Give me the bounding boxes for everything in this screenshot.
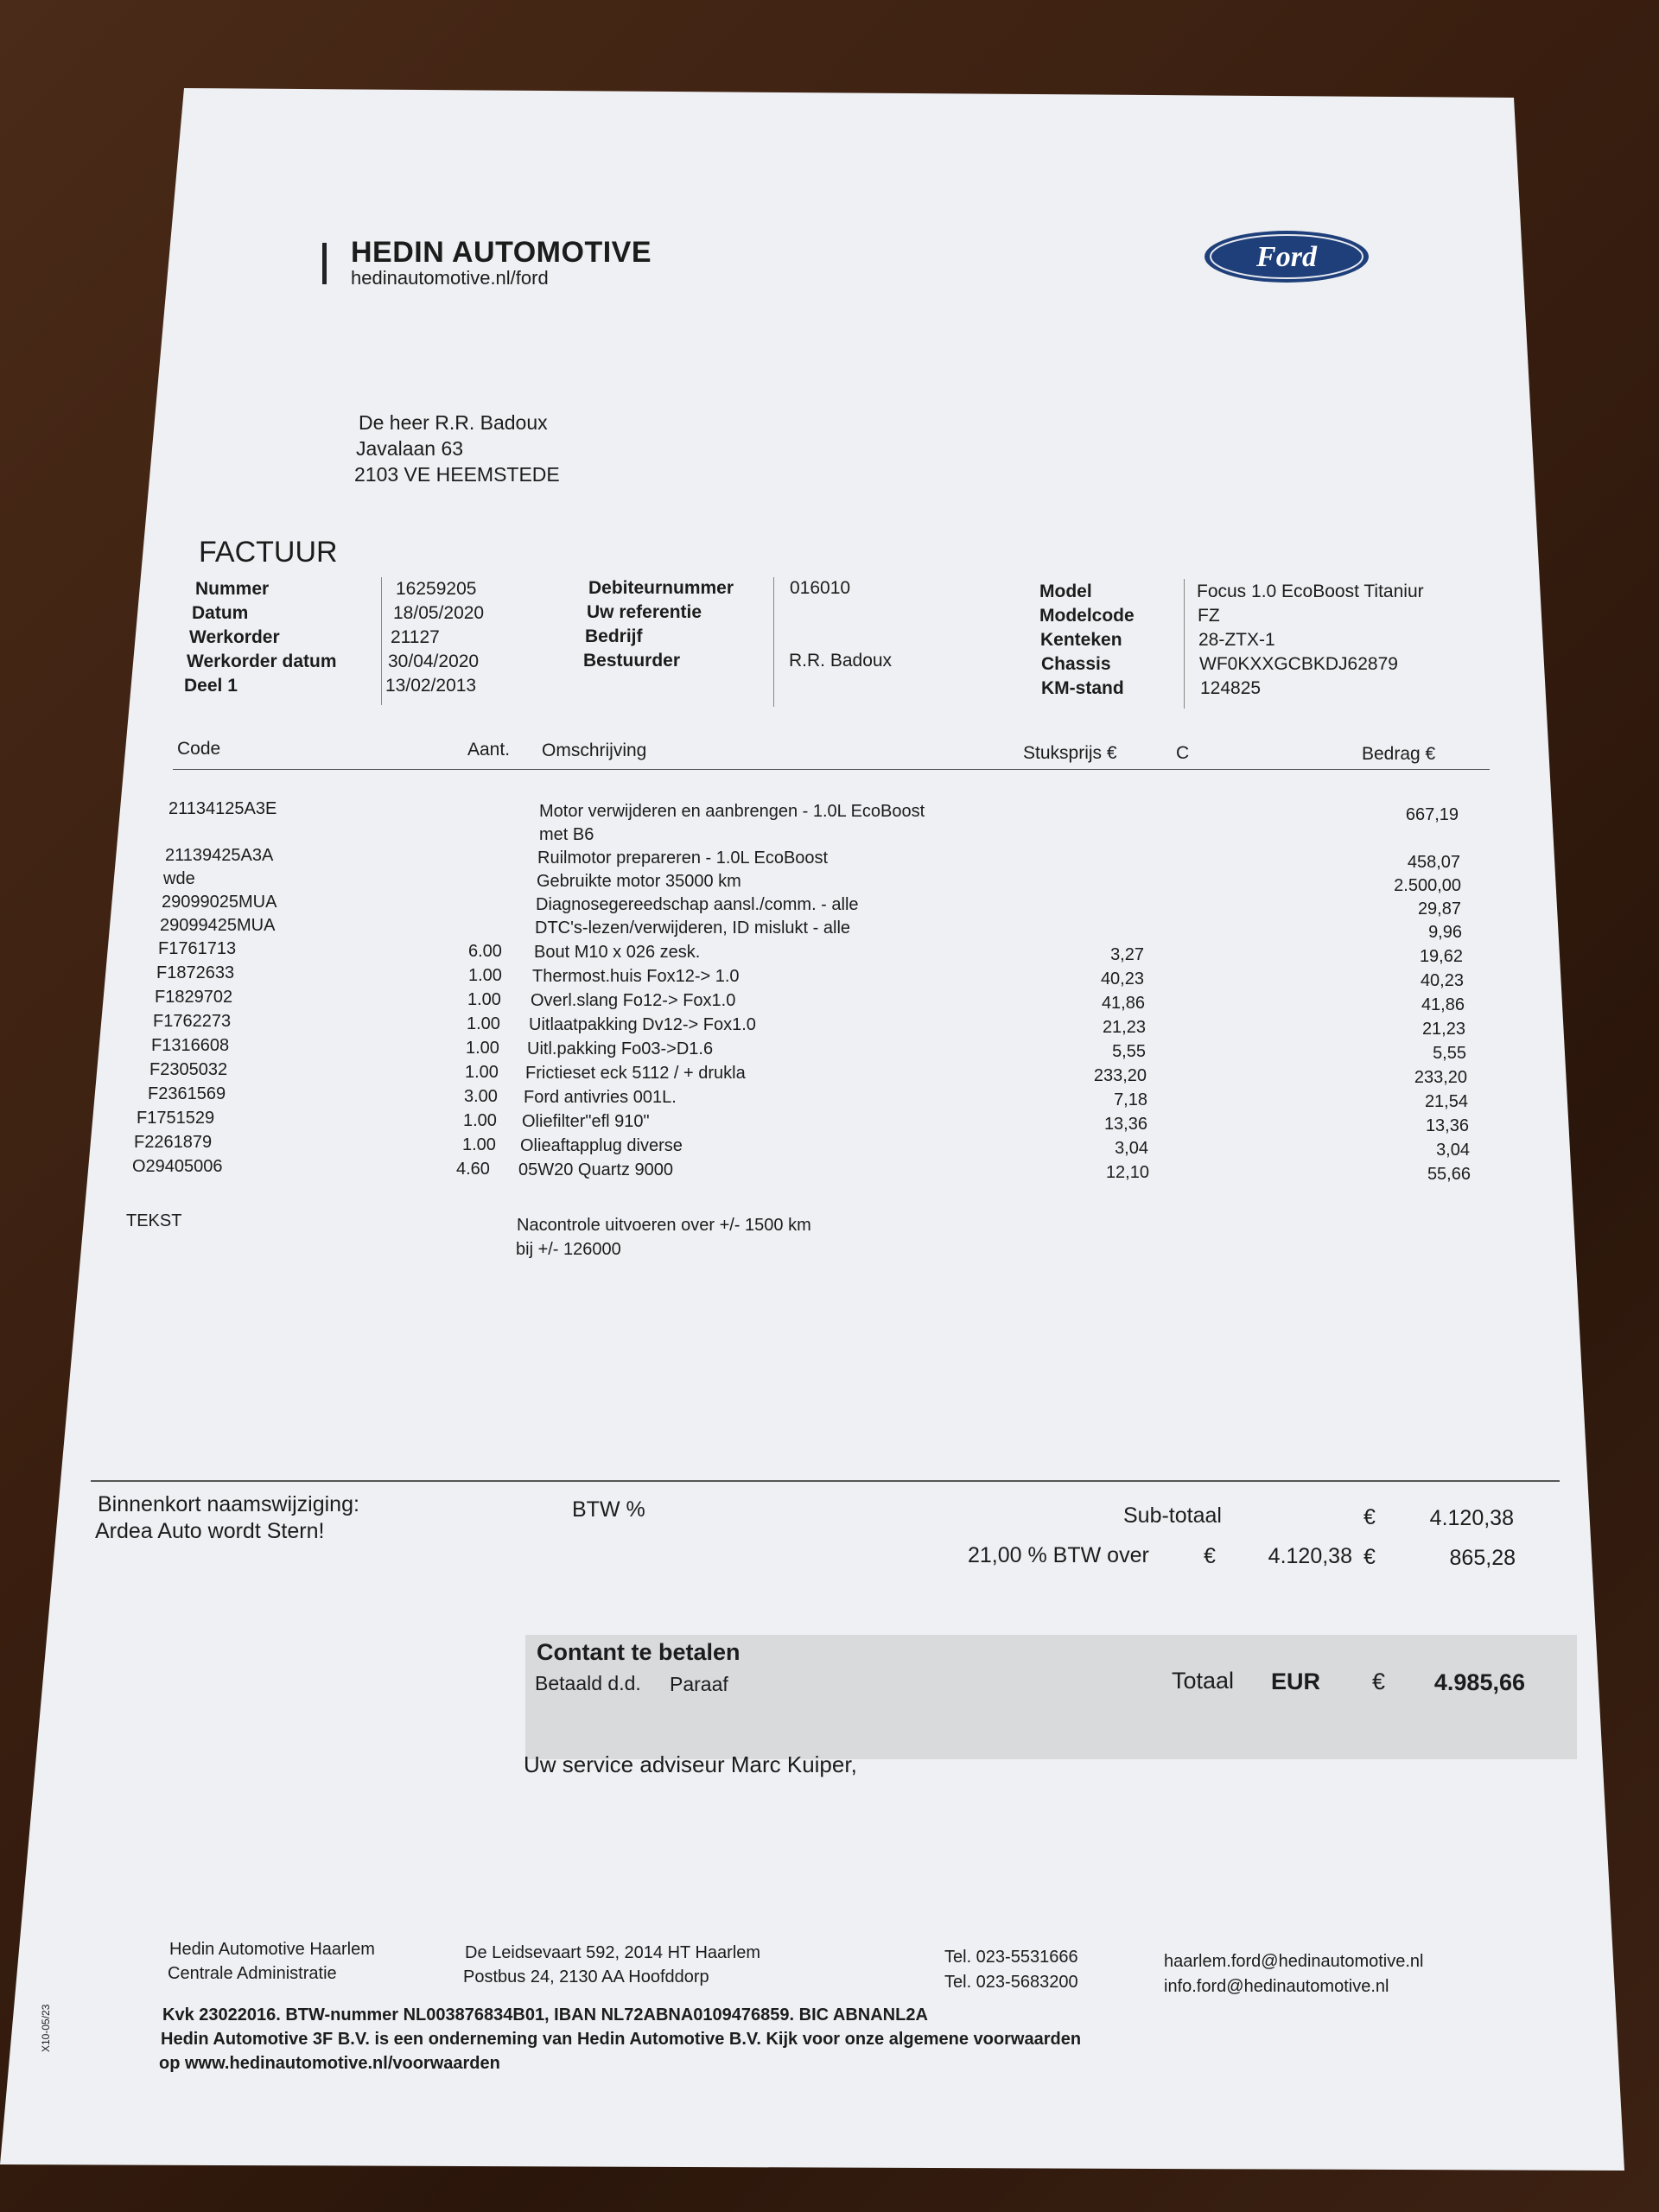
vat-currency: € xyxy=(1363,1545,1376,1569)
subtotal-value: 4.120,38 xyxy=(1429,1506,1514,1530)
row-desc: Oliefilter"efl 910" xyxy=(522,1112,650,1131)
meta-divider xyxy=(1184,579,1185,709)
text-line: bij +/- 126000 xyxy=(516,1240,621,1259)
payment-title: Contant te betalen xyxy=(537,1639,741,1665)
meta-label: Uw referentie xyxy=(587,602,702,622)
service-advisor: Uw service adviseur Marc Kuiper, xyxy=(524,1751,857,1777)
row-qty: 6.00 xyxy=(468,942,502,961)
row-qty: 1.00 xyxy=(465,1063,499,1082)
row-amount: 21,23 xyxy=(1421,1020,1465,1039)
meta-label: Werkorder xyxy=(189,627,280,647)
vat-currency: € xyxy=(1204,1544,1216,1568)
text-line: Nacontrole uitvoeren over +/- 1500 km xyxy=(517,1216,811,1235)
meta-divider xyxy=(381,577,382,705)
meta-value: FZ xyxy=(1198,606,1220,626)
footer-phone: Tel. 023-5683200 xyxy=(944,1973,1078,1992)
footer-email: info.ford@hedinautomotive.nl xyxy=(1164,1977,1389,1996)
row-desc: Bout M10 x 026 zesk. xyxy=(534,943,701,962)
row-unit: 3,27 xyxy=(1110,945,1144,964)
footer-address: De Leidsevaart 592, 2014 HT Haarlem xyxy=(465,1943,761,1962)
meta-label: Nummer xyxy=(195,579,270,599)
row-amount: 40,23 xyxy=(1420,971,1464,990)
row-amount: 29,87 xyxy=(1417,899,1461,918)
row-code: 21139425A3A xyxy=(165,846,274,865)
row-desc: Thermost.huis Fox12-> 1.0 xyxy=(532,967,740,986)
row-unit: 12,10 xyxy=(1105,1163,1149,1182)
row-qty: 1.00 xyxy=(467,990,501,1009)
meta-value: 124825 xyxy=(1200,678,1262,698)
row-amount: 458,07 xyxy=(1407,853,1460,872)
notice-line: Ardea Auto wordt Stern! xyxy=(95,1519,325,1543)
row-desc: 05W20 Quartz 9000 xyxy=(518,1160,673,1179)
meta-label: Werkorder datum xyxy=(187,652,337,671)
row-unit: 40,23 xyxy=(1100,969,1144,988)
row-qty: 4.60 xyxy=(456,1160,490,1179)
row-unit: 3,04 xyxy=(1115,1139,1148,1158)
total-label: Totaal xyxy=(1172,1668,1235,1694)
paraaf-label: Paraaf xyxy=(670,1673,728,1695)
recipient-name: De heer R.R. Badoux xyxy=(359,411,548,434)
totals-divider xyxy=(91,1480,1560,1482)
meta-value: 016010 xyxy=(790,578,851,598)
meta-value: 30/04/2020 xyxy=(388,652,480,671)
table-header-line xyxy=(173,769,1490,770)
row-desc: Motor verwijderen en aanbrengen - 1.0L EcoBoost xyxy=(539,802,925,821)
meta-value: 21127 xyxy=(391,627,440,647)
row-code: F1761713 xyxy=(158,939,237,958)
row-qty: 1.00 xyxy=(462,1135,496,1154)
col-header-c: C xyxy=(1176,743,1190,763)
footer-address: Postbus 24, 2130 AA Hoofddorp xyxy=(463,1967,709,1986)
row-desc: Frictieset eck 5112 / + drukla xyxy=(525,1064,746,1083)
row-qty: 1.00 xyxy=(467,1014,500,1033)
col-header-desc: Omschrijving xyxy=(542,741,647,760)
subtotal-currency: € xyxy=(1363,1505,1376,1529)
row-code: 29099025MUA xyxy=(162,893,277,912)
row-desc: Ruilmotor prepareren - 1.0L EcoBoost xyxy=(537,849,829,868)
brand-bar xyxy=(322,243,327,284)
meta-label: Bestuurder xyxy=(583,651,681,671)
row-amount: 233,20 xyxy=(1414,1068,1467,1087)
vat-value: 865,28 xyxy=(1449,1546,1516,1570)
row-code: 21134125A3E xyxy=(168,799,277,818)
row-desc: Gebruikte motor 35000 km xyxy=(537,872,741,891)
meta-value: R.R. Badoux xyxy=(789,651,893,671)
row-amount: 2.500,00 xyxy=(1394,876,1461,895)
row-unit: 5,55 xyxy=(1112,1042,1146,1061)
notice-line: Binnenkort naamswijziging: xyxy=(98,1492,359,1516)
row-qty: 1.00 xyxy=(466,1039,499,1058)
meta-label: Model xyxy=(1039,582,1092,601)
form-code: X10-05/23 xyxy=(40,2004,52,2052)
company-url: hedinautomotive.nl/ford xyxy=(351,267,549,289)
row-amount: 21,54 xyxy=(1424,1092,1468,1111)
ford-logo-text: Ford xyxy=(1256,241,1317,273)
row-code: F1872633 xyxy=(156,963,235,982)
col-header-amount: Bedrag € xyxy=(1362,744,1436,764)
footer-company: Hedin Automotive Haarlem xyxy=(169,1940,375,1959)
row-desc: Olieaftapplug diverse xyxy=(520,1136,683,1155)
row-unit: 41,86 xyxy=(1101,994,1145,1013)
subtotal-label: Sub-totaal xyxy=(1123,1503,1222,1528)
row-desc: Overl.slang Fo12-> Fox1.0 xyxy=(531,991,736,1010)
company-name: HEDIN AUTOMOTIVE xyxy=(351,236,652,269)
row-code: F1316608 xyxy=(151,1036,230,1055)
meta-label: Chassis xyxy=(1041,654,1111,674)
ford-logo xyxy=(1203,229,1370,284)
total-currency: EUR xyxy=(1271,1669,1321,1694)
meta-value: Focus 1.0 EcoBoost Titaniur xyxy=(1197,582,1424,601)
row-amount: 5,55 xyxy=(1433,1044,1466,1063)
meta-value: 18/05/2020 xyxy=(393,603,485,623)
row-unit: 233,20 xyxy=(1093,1066,1147,1085)
row-code: F2261879 xyxy=(134,1133,213,1152)
footer-legal: Hedin Automotive 3F B.V. is een onderneming van Hedin Automotive B.V. Kijk voor onze algemene voorwaarden xyxy=(161,2030,1082,2049)
btw-header: BTW % xyxy=(572,1497,645,1522)
row-desc: Ford antivries 001L. xyxy=(524,1088,677,1107)
col-header-qty: Aant. xyxy=(467,740,511,760)
row-code: F2361569 xyxy=(148,1084,226,1103)
row-qty: 1.00 xyxy=(468,966,502,985)
meta-label: KM-stand xyxy=(1041,678,1124,698)
row-amount: 13,36 xyxy=(1425,1116,1469,1135)
meta-value: 16259205 xyxy=(396,579,477,599)
row-desc: DTC's-lezen/verwijderen, ID mislukt - alle xyxy=(535,918,851,938)
meta-label: Modelcode xyxy=(1039,606,1135,626)
footer-company: Centrale Administratie xyxy=(168,1964,337,1983)
meta-label: Bedrijf xyxy=(585,626,643,646)
meta-label: Debiteurnummer xyxy=(588,578,734,598)
invoice-title: FACTUUR xyxy=(199,536,338,569)
meta-label: Datum xyxy=(192,603,249,623)
row-code: wde xyxy=(163,869,195,888)
meta-label: Deel 1 xyxy=(184,676,238,696)
row-amount: 41,86 xyxy=(1421,995,1465,1014)
row-amount: 3,04 xyxy=(1436,1141,1470,1160)
row-desc: met B6 xyxy=(539,825,594,844)
vat-base: 4.120,38 xyxy=(1268,1544,1352,1568)
row-amount: 19,62 xyxy=(1419,947,1463,966)
total-currency-symbol: € xyxy=(1372,1669,1386,1694)
meta-value: 28-ZTX-1 xyxy=(1198,630,1275,650)
row-code: F1751529 xyxy=(137,1109,215,1128)
footer-legal: op www.hedinautomotive.nl/voorwaarden xyxy=(159,2054,500,2073)
row-desc: Diagnosegereedschap aansl./comm. - alle xyxy=(536,895,859,914)
meta-label: Kenteken xyxy=(1040,630,1122,650)
row-unit: 7,18 xyxy=(1114,1090,1147,1109)
recipient-city: 2103 VE HEEMSTEDE xyxy=(354,463,560,486)
row-unit: 21,23 xyxy=(1102,1018,1146,1037)
footer-email: haarlem.ford@hedinautomotive.nl xyxy=(1164,1952,1424,1971)
meta-value: 13/02/2013 xyxy=(385,676,477,696)
row-unit: 13,36 xyxy=(1103,1115,1147,1134)
text-code: TEKST xyxy=(126,1211,182,1230)
row-code: F1829702 xyxy=(155,988,233,1007)
footer-phone: Tel. 023-5531666 xyxy=(944,1948,1078,1967)
row-desc: Uitlaatpakking Dv12-> Fox1.0 xyxy=(529,1015,756,1034)
row-code: 29099425MUA xyxy=(160,916,276,935)
col-header-unit: Stuksprijs € xyxy=(1023,743,1117,763)
row-amount: 55,66 xyxy=(1427,1165,1471,1184)
meta-divider xyxy=(773,577,774,707)
paid-label: Betaald d.d. xyxy=(535,1672,641,1694)
row-code: F2305032 xyxy=(149,1060,228,1079)
recipient-street: Javalaan 63 xyxy=(356,437,464,460)
row-desc: Uitl.pakking Fo03->D1.6 xyxy=(527,1039,714,1058)
row-qty: 3.00 xyxy=(464,1087,498,1106)
row-amount: 9,96 xyxy=(1428,923,1462,942)
col-header-code: Code xyxy=(177,739,221,759)
row-qty: 1.00 xyxy=(463,1111,497,1130)
footer-legal: Kvk 23022016. BTW-nummer NL003876834B01, IBAN NL72ABNA0109476859. BIC ABNANL2A xyxy=(162,2005,928,2024)
row-amount: 667,19 xyxy=(1405,805,1459,824)
row-code: O29405006 xyxy=(132,1157,223,1176)
total-value: 4.985,66 xyxy=(1433,1669,1525,1695)
meta-value: WF0KXXGCBKDJ62879 xyxy=(1199,654,1398,674)
vat-label: 21,00 % BTW over xyxy=(968,1543,1149,1567)
row-code: F1762273 xyxy=(153,1012,232,1031)
